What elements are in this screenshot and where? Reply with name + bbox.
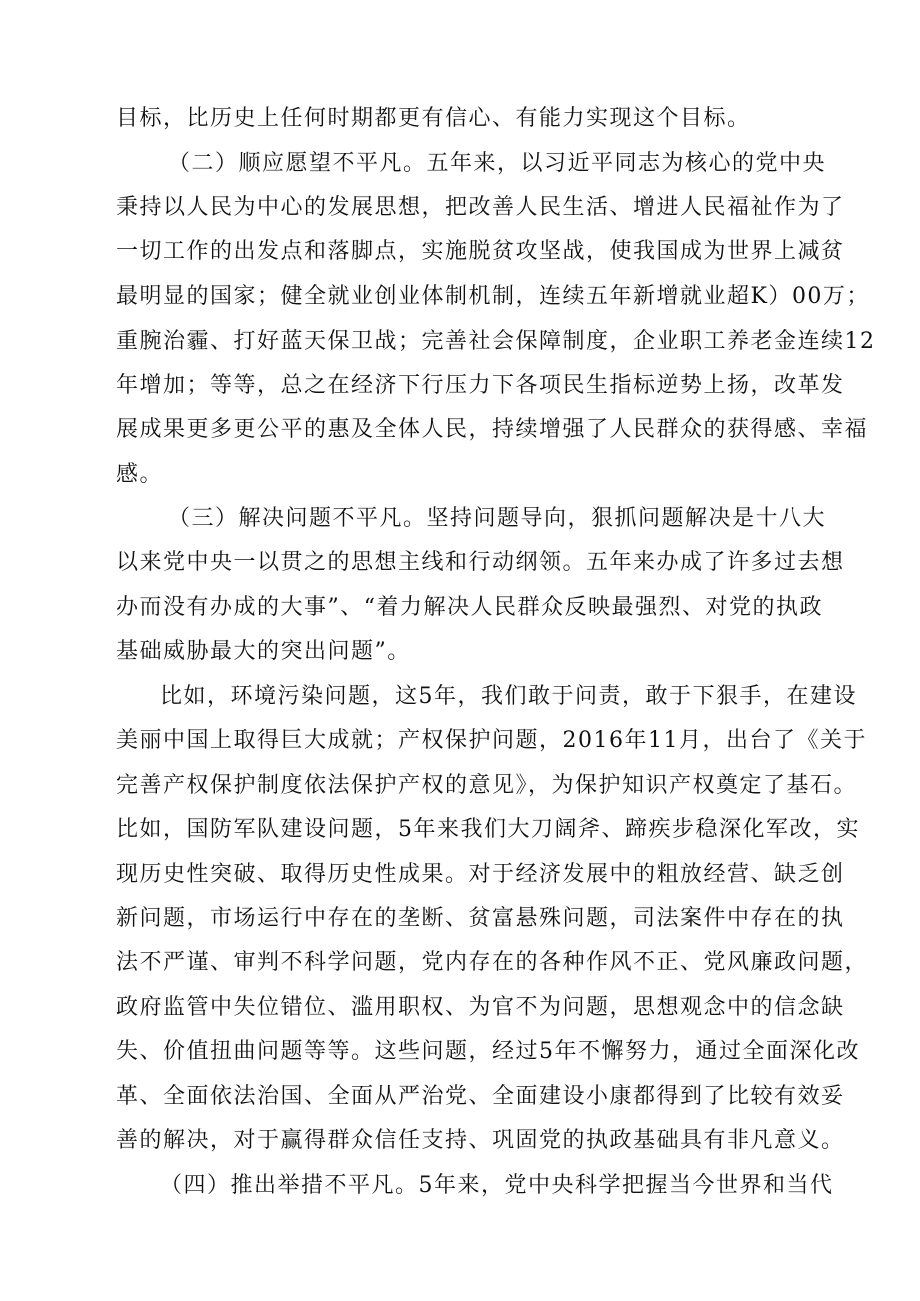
text-line: 基础威胁最大的突出问题”。 [116,639,411,664]
text-line: 现历史性突破、取得历史性成果。对于经济发展中的粗放经营、缺乏创 [116,862,845,887]
text-line: 展成果更多更公平的惠及全体人民，持续增强了人民群众的获得感、幸福 [116,417,869,442]
text-line: 秉持以人民为中心的发展思想，把改善人民生活、增进人民福祉作为了 [116,195,845,220]
text-line: 以来党中央一以贯之的思想主线和行动纲领。五年来办成了许多过去想 [116,550,845,575]
text-line: 善的解决，对于赢得群众信任支持、巩固党的执政基础具有非凡意义。 [116,1128,845,1153]
text-line: 法不严谨、审判不科学问题，党内存在的各种作风不正、党风廉政问题， [116,950,869,975]
text-line: 目标，比历史上任何时期都更有信心、有能力实现这个目标。 [116,106,751,131]
section-heading-line: （二）顺应愿望不平凡。五年来，以习近平同志为核心的党中央 [168,151,827,176]
text-line: 感。 [116,462,164,487]
text-line: 革、全面依法治国、全面从严治党、全面建设小康都得到了比较有效妥 [116,1084,845,1109]
text-line: 重腕治霾、打好蓝天保卫战；完善社会保障制度，企业职工养老金连续12 [116,329,876,354]
paragraph-start-line: 比如，环境污染问题，这5年，我们敢于问责，敢于下狠手，在建设 [160,684,857,709]
section-heading-line: （三）解决问题不平凡。坚持问题导向，狠抓问题解决是十八大 [168,506,827,531]
text-line: 完善产权保护制度依法保护产权的意见》，为保护知识产权奠定了基石。 [116,773,858,798]
text-line: 最明显的国家；健全就业创业体制机制，连续五年新增就业超K）00万； [116,284,870,309]
text-line: 新问题，市场运行中存在的垄断、贫富悬殊问题，司法案件中存在的执 [116,906,845,931]
text-line: 年增加；等等，总之在经济下行压力下各项民生指标逆势上扬，改革发 [116,373,845,398]
text-line: 一切工作的出发点和落脚点，实施脱贫攻坚战，使我国成为世界上减贫 [116,239,845,264]
text-line: 失、价值扭曲问题等等。这些问题，经过5年不懈努力，通过全面深化改 [116,1039,860,1064]
section-heading-line: （四）推出举措不平凡。5年来，党中央科学把握当今世界和当代 [160,1173,834,1198]
text-line: 比如，国防军队建设问题，5年来我们大刀阔斧、蹄疾步稳深化军改，实 [116,817,860,842]
text-line: 政府监管中失位错位、滥用职权、为官不为问题，思想观念中的信念缺 [116,995,845,1020]
text-line: 美丽中国上取得巨大成就；产权保护问题，2016年11月，出台了《关于 [116,728,867,753]
text-line: 办而没有办成的大事”、“着力解决人民群众反映最强烈、对党的执政 [116,595,823,620]
